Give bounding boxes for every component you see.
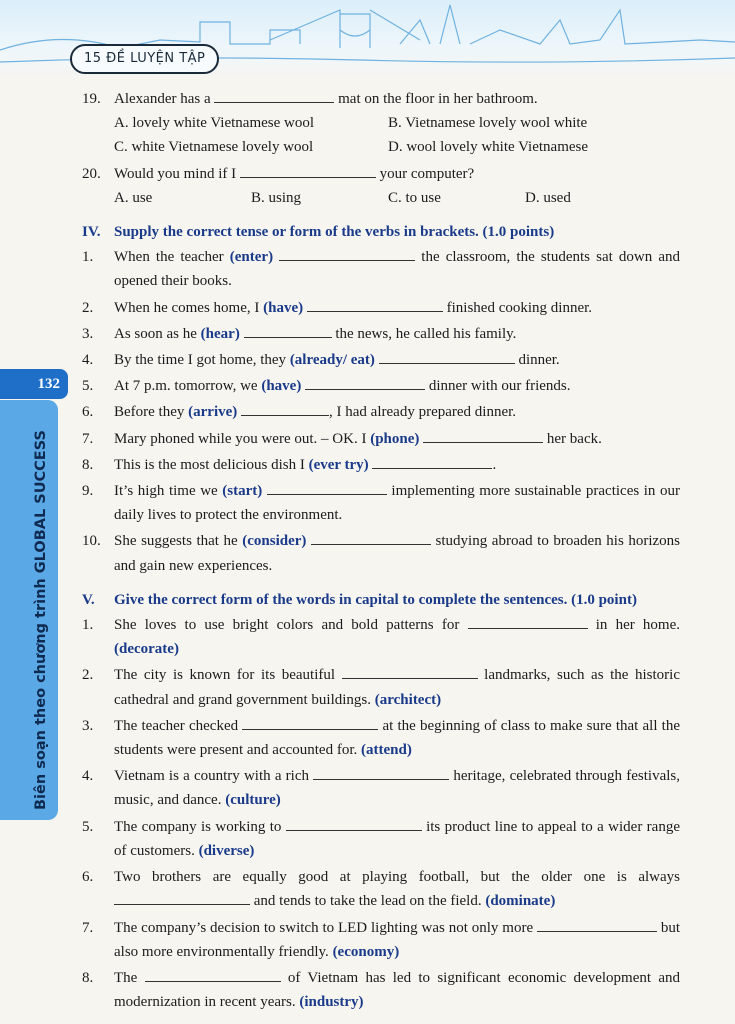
answer-blank[interactable] [313,766,449,780]
answer-option[interactable]: C. to use [388,189,441,206]
answer-blank[interactable] [214,89,334,103]
hint-word: (have) [261,378,302,395]
answer-blank[interactable] [372,455,492,469]
question [82,245,680,293]
question-body [114,916,680,964]
question-body [114,815,680,863]
answer-blank[interactable] [423,429,543,443]
hint-word: (attend) [361,742,412,759]
question [82,322,680,346]
question [82,400,680,424]
question-body [114,714,680,762]
question-number: 6. [82,404,94,421]
question-text: mat on the floor in her bathroom. [334,91,538,107]
question-number: 7. [82,919,94,936]
question-text: dinner with our friends. [425,378,571,395]
question-number: 2. [82,667,94,684]
question-body [114,87,680,111]
hint-word: (have) [263,299,304,316]
question-body [114,966,680,1014]
answer-option[interactable]: D. used [525,189,571,206]
question-text: When the teacher [114,249,230,266]
question-text: the classroom, the students sat down and opened their books. [114,249,680,290]
question [82,87,680,111]
answer-option[interactable]: D. wool lovely white Vietnamese [388,139,589,156]
question-text: Alexander has a [114,91,215,107]
question-text: in her home. [587,617,680,634]
question-number: 1. [82,249,94,266]
answer-blank[interactable] [241,402,329,416]
answer-blank[interactable] [267,481,387,495]
question-text: implementing more sustainable practices in our daily lives to protect the environment. [114,483,680,524]
question-body [114,296,680,320]
question-number: 19. [82,91,101,107]
answer-blank[interactable] [244,324,332,338]
question-body [114,245,680,293]
hint-word: (already/ eat) [289,352,375,369]
answer-blank[interactable] [242,716,378,730]
question-number: 10. [82,533,101,550]
question [82,427,680,451]
hint-word: (dominate) [485,893,556,910]
answer-option[interactable]: B. using [251,189,302,206]
answer-blank[interactable] [286,817,422,831]
question [82,613,680,661]
sidebar-text: Biên soạn theo chương trình GLOBAL SUCCESS [33,430,49,810]
question-text: heritage, celebrated through festivals, music, and dance. [114,768,680,809]
question-number: 9. [82,483,94,500]
answer-options [82,111,680,159]
section-heading [82,588,680,612]
answer-blank[interactable] [145,968,281,982]
question-text: its product line to appeal to a wider range of customers. [114,818,680,859]
question-text: This is the most delicious dish I [114,456,309,473]
answer-blank[interactable] [279,247,415,261]
question-text: at the beginning of class to make sure that all the students were present and accounted for. [114,717,680,759]
question [82,714,680,762]
answer-blank[interactable] [240,164,376,178]
hint-word: (culture) [225,792,281,809]
question-text: , I had already prepared dinner. [329,404,517,421]
question-body [114,453,680,477]
question-text: It’s high time we [114,483,223,500]
question-text: her back. [543,430,602,447]
question-text: dinner. [514,352,560,369]
answer-blank[interactable] [342,665,478,679]
question-text: the news, he called his family. [331,325,517,342]
question-number: 4. [82,352,94,369]
question-text: Would you mind if I [114,165,240,182]
hint-word: (enter) [229,249,274,266]
answer-blank[interactable] [305,376,425,390]
answer-blank[interactable] [537,918,657,932]
section-title: Supply the correct tense or form of the verbs in brackets. (1.0 points) [114,224,555,241]
question-number: 5. [82,378,94,395]
question-number: 8. [82,456,94,473]
question [82,296,680,320]
question-text: of Vietnam has led to significant economic development and modernization in recent years. [114,969,680,1011]
section-number: IV. [82,224,101,241]
question [82,529,680,577]
question-text: Mary phoned while you were out. – OK. I [114,430,371,447]
hint-word: (start) [222,483,263,500]
question-text: studying abroad to broaden his horizons and gain new experiences. [114,533,680,574]
answer-option[interactable]: A. use [114,189,153,206]
question [82,966,680,1014]
question-text: but also more environmentally friendly. [114,919,680,960]
question-body [114,427,680,451]
page-number: 132 [0,369,68,399]
question [82,374,680,398]
question-body [114,322,680,346]
answer-blank[interactable] [307,298,443,312]
question-text: The company is working to [114,818,286,835]
question-text: Two brothers are equally good at playing football, but the older one is always [114,869,680,886]
question [82,865,680,913]
question-text: She loves to use bright colors and bold patterns for [114,617,468,634]
hint-word: (diverse) [198,842,255,859]
question-text: and tends to take the lead on the field. [250,893,486,910]
question-text: As soon as he [114,325,201,342]
hint-word: (phone) [370,430,420,447]
answer-option[interactable]: B. Vietnamese lovely wool white [388,115,588,132]
hint-word: (economy) [332,943,400,960]
question-number: 3. [82,325,94,342]
question-text: Vietnam is a country with a rich [114,768,314,785]
question-number: 5. [82,818,94,835]
section-heading [82,220,680,244]
hint-word: (hear) [200,325,240,342]
question-text: . [492,456,497,473]
question-text: finished cooking dinner. [442,299,593,316]
question-text: The [114,969,145,986]
question [82,479,680,527]
question-text: She suggests that he [114,533,243,550]
question-body [114,663,680,711]
answer-option[interactable]: C. white Vietnamese lovely wool [114,139,314,156]
answer-blank[interactable] [114,891,250,905]
hint-word: (ever try) [308,456,369,473]
question-text: At 7 p.m. tomorrow, we [114,378,262,395]
section-number: V. [82,591,95,608]
question-number: 7. [82,430,94,447]
question-text: The company’s decision to switch to LED lighting was not only more [114,919,537,936]
answer-option[interactable]: A. lovely white Vietnamese wool [114,115,315,132]
question [82,162,680,186]
question-body [114,400,680,424]
question-text: your computer? [375,165,475,182]
question [82,663,680,711]
question-body [114,764,680,812]
question-text: landmarks, such as the historic cathedral and grand government buildings. [114,667,680,708]
header-banner [0,0,735,80]
question-text: Before they [114,404,189,421]
question-body [114,529,680,577]
hint-word: (architect) [374,691,442,708]
question-number: 2. [82,299,94,316]
question-number: 6. [82,869,94,886]
question-body [114,374,680,398]
hint-word: (decorate) [114,641,179,658]
hint-word: (arrive) [188,404,238,421]
question-number: 1. [82,617,94,634]
question-body [114,479,680,527]
question-number: 20. [82,165,101,182]
answer-options [82,186,680,210]
section-title: Give the correct form of the words in capital to complete the sentences. (1.0 point) [114,591,637,608]
exercise-content [82,87,680,1016]
question [82,916,680,964]
question-text: When he comes home, I [114,299,264,316]
question-body [114,162,680,186]
hint-word: (consider) [242,533,307,550]
answer-blank[interactable] [468,615,588,629]
question [82,453,680,477]
question-body [114,348,680,372]
answer-blank[interactable] [311,531,431,545]
question-number: 3. [82,717,94,734]
series-badge: 15 ĐỀ LUYỆN TẬP [70,44,219,74]
question-text: By the time I got home, they [114,352,290,369]
question-text: The city is known for its beautiful [114,667,342,684]
question [82,348,680,372]
question-number: 4. [82,768,94,785]
question-body [114,613,680,661]
question-number: 8. [82,969,94,986]
question [82,764,680,812]
answer-blank[interactable] [379,350,515,364]
question-text: The teacher checked [114,717,243,734]
hint-word: (industry) [299,994,364,1011]
question [82,815,680,863]
question-body [114,865,680,913]
